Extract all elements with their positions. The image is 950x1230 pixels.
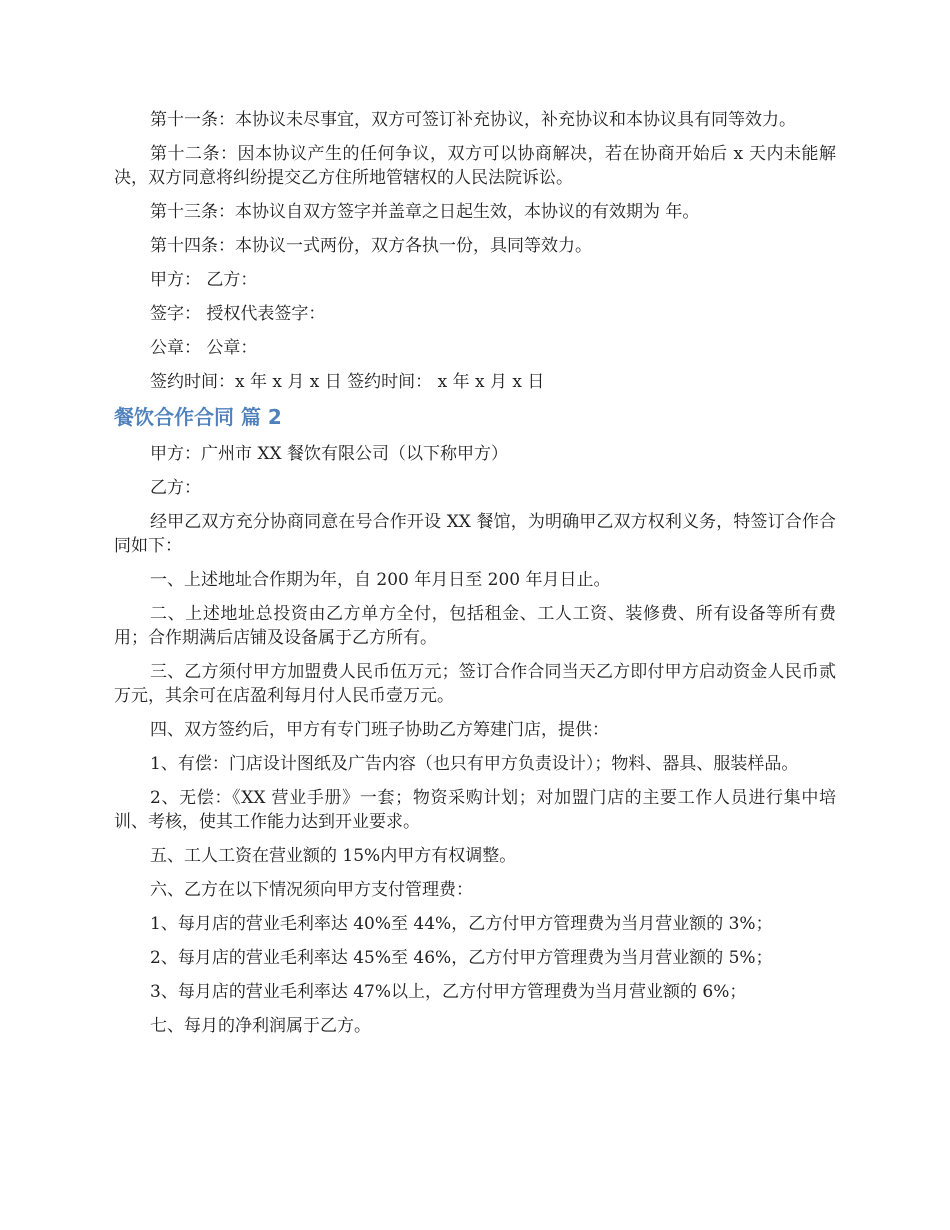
section-2 (114, 442, 836, 1038)
seal-line: 公章： 公章： (150, 338, 258, 358)
preamble: 经甲乙双方充分协商同意在号合作开设 XX 餐馆，为明确甲乙双方权利义务，特签订合作合同如下： (114, 512, 836, 556)
term-4-item-2: 2、无偿：《XX 营业手册》一套；物资采购计划；对加盟门店的主要工作人员进行集中培训、考核，使其工作能力达到开业要求。 (114, 788, 836, 832)
party-line: 甲方： 乙方： (150, 270, 258, 290)
signature-line: 签字： 授权代表签字： (150, 304, 326, 324)
section-2-heading: 餐饮合作合同 篇 2 (114, 405, 282, 429)
term-6-item-2: 2、每月店的营业毛利率达 45%至 46%，乙方付甲方管理费为当月营业额的 5%； (150, 948, 773, 968)
sign-date-line: 签约时间：x 年 x 月 x 日 签约时间： x 年 x 月 x 日 (150, 372, 545, 392)
party-a: 甲方：广州市 XX 餐饮有限公司（以下称甲方） (150, 444, 509, 464)
party-b: 乙方： (150, 478, 201, 498)
term-1: 一、上述地址合作期为年，自 200 年月日至 200 年月日止。 (150, 570, 611, 590)
section-1 (114, 108, 836, 394)
clause-13: 第十三条：本协议自双方签字并盖章之日起生效，本协议的有效期为 年。 (150, 202, 700, 222)
term-4: 四、双方签约后，甲方有专门班子协助乙方筹建门店，提供： (150, 720, 609, 740)
clause-14: 第十四条：本协议一式两份，双方各执一份，具同等效力。 (150, 236, 592, 256)
term-6: 六、乙方在以下情况须向甲方支付管理费： (150, 880, 473, 900)
term-6-item-1: 1、每月店的营业毛利率达 40%至 44%，乙方付甲方管理费为当月营业额的 3%； (150, 914, 773, 934)
term-7: 七、每月的净利润属于乙方。 (150, 1016, 371, 1036)
term-4-item-1: 1、有偿：门店设计图纸及广告内容（也只有甲方负责设计）；物料、器具、服装样品。 (150, 754, 799, 774)
term-2: 二、上述地址总投资由乙方单方全付，包括租金、工人工资、装修费、所有设备等所有费用；合作期满后店铺及设备属于乙方所有。 (114, 604, 836, 648)
clause-11: 第十一条：本协议未尽事宜，双方可签订补充协议，补充协议和本协议具有同等效力。 (150, 110, 796, 130)
clause-12: 第十二条：因本协议产生的任何争议，双方可以协商解决，若在协商开始后 x 天内未能解决，双方同意将纠纷提交乙方住所地管辖权的人民法院诉讼。 (114, 144, 836, 188)
term-6-item-3: 3、每月店的营业毛利率达 47%以上，乙方付甲方管理费为当月营业额的 6%； (150, 982, 747, 1002)
term-5: 五、工人工资在营业额的 15%内甲方有权调整。 (150, 846, 517, 866)
term-3: 三、乙方须付甲方加盟费人民币伍万元；签订合作合同当天乙方即付甲方启动资金人民币贰万元，其余可在店盈利每月付人民币壹万元。 (114, 662, 836, 706)
